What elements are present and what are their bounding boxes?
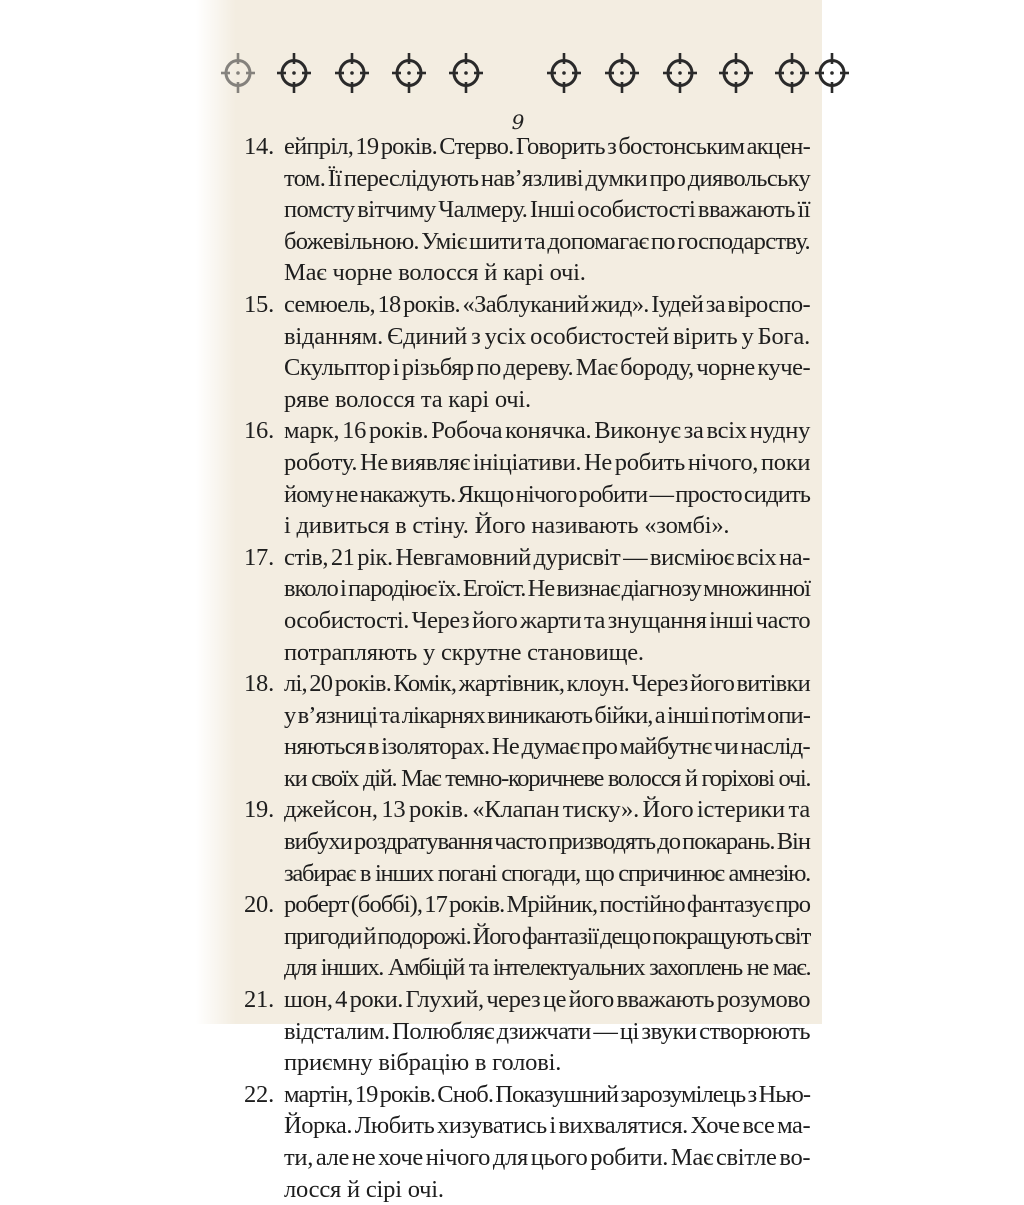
entry-text-line: пригоди й подорожі. Його фантазії дещо покращують світ bbox=[284, 922, 811, 950]
entry-text-line: приємну вібрацію в голові. bbox=[284, 1049, 562, 1077]
alter-entry bbox=[244, 131, 810, 289]
entry-number: 18. bbox=[244, 670, 275, 698]
crosshair-icon bbox=[604, 50, 640, 96]
alter-entry bbox=[244, 889, 810, 984]
entry-text-line: вибухи роздратування часто призводять до покарань. Він bbox=[284, 828, 810, 856]
entry-number: 19. bbox=[244, 796, 275, 824]
entry-text-line: том. Її переслідують нав’язливі думки про диявольську bbox=[284, 164, 811, 192]
entry-text-line: помсту вітчиму Чалмеру. Інші особистості вважають її bbox=[284, 196, 810, 224]
page-number: 9 bbox=[511, 110, 525, 134]
entry-number: 20. bbox=[244, 891, 275, 919]
entry-text-line: стів, 21 рік. Невгамовний дурисвіт — висміює всіх на- bbox=[284, 543, 810, 571]
crosshair-icon bbox=[546, 50, 582, 96]
entry-text-line: ти, але не хоче нічого для цього робити. Має світле во- bbox=[284, 1144, 811, 1171]
crosshair-icon bbox=[448, 50, 484, 96]
entry-text-line: семюель, 18 років. «Заблуканий жид». Іудей за віроспо- bbox=[284, 290, 810, 318]
entry-text-line: потрапляють у скрутне становище. bbox=[284, 638, 644, 666]
entry-text-line: марк, 16 років. Робоча конячка. Виконує за всіх нудну bbox=[284, 417, 811, 445]
entry-text-line: лосся й сірі очі. bbox=[284, 1175, 444, 1203]
alter-entry bbox=[244, 794, 810, 889]
alter-entry bbox=[244, 984, 810, 1079]
entry-number: 16. bbox=[244, 417, 275, 445]
crosshair-icon bbox=[334, 50, 370, 96]
entry-text-line: ки своїх дій. Має темно-коричневе волосся й горіхові очі. bbox=[284, 764, 811, 792]
entry-text-line: для інших. Амбіцій та інтелектуальних захоплень не має. bbox=[284, 954, 811, 982]
entry-text-line: вколо і пародіює їх. Егоїст. Не визнає діагнозу множинної bbox=[284, 575, 811, 603]
entry-text-line: джейсон, 13 років. «Клапан тиску». Його істерики та bbox=[284, 796, 811, 824]
entry-text-line: божевільною. Уміє шити та допомагає по господарству. bbox=[284, 227, 810, 255]
entry-text-line: роботу. Не виявляє ініціативи. Не робить нічого, поки bbox=[284, 448, 811, 476]
entry-text-line: ейпріл, 19 років. Стерво. Говорить з бостонським акцен- bbox=[284, 133, 810, 160]
entry-number: 17. bbox=[244, 543, 275, 571]
entry-text-line: Скульптор і різьбяр по дереву. Має бороду, чорне куче- bbox=[284, 354, 811, 382]
crosshair-icon bbox=[774, 50, 810, 96]
entry-text-line: особистості. Через його жарти та знущання інші часто bbox=[284, 606, 811, 634]
entry-text-line: відсталим. Полюбляє дзижчати — ці звуки створюють bbox=[284, 1017, 811, 1045]
entry-text-line: Має чорне волосся й карі очі. bbox=[284, 259, 586, 287]
alter-entry bbox=[244, 415, 810, 541]
entry-text-line: Йорка. Любить хизуватись і вихвалятися. Хоче все ма- bbox=[284, 1112, 811, 1140]
entry-text-line: забирає в інших погані спогади, що спричинює амнезію. bbox=[284, 859, 811, 887]
entry-text-line: роберт (боббі), 17 років. Мрійник, постійно фантазує про bbox=[284, 891, 811, 919]
crosshair-icon bbox=[220, 50, 256, 96]
crosshair-icon bbox=[814, 50, 850, 96]
crosshair-icon bbox=[276, 50, 312, 96]
entry-text-line: у в’язниці та лікарнях виникають бійки, а інші потім опи- bbox=[284, 701, 810, 729]
entry-text-line: йому не накажуть. Якщо нічого робити — просто сидить bbox=[284, 480, 811, 508]
entry-text-line: і дивиться в стіну. Його називають «зомбі». bbox=[284, 512, 730, 540]
book-page bbox=[196, 0, 822, 1203]
entry-text-line: шон, 4 роки. Глухий, через це його вважають розумово bbox=[284, 986, 810, 1014]
alter-entry bbox=[244, 542, 810, 668]
alter-entry bbox=[244, 668, 810, 794]
page-header-ornaments bbox=[196, 50, 822, 134]
entry-number: 21. bbox=[244, 986, 275, 1014]
entry-number: 15. bbox=[244, 290, 275, 318]
crosshair-icon bbox=[718, 50, 754, 96]
entry-number: 22. bbox=[244, 1080, 275, 1108]
entry-text-line: ряве волосся та карі очі. bbox=[284, 385, 531, 413]
alter-list bbox=[244, 131, 810, 1205]
entry-text-line: лі, 20 років. Комік, жартівник, клоун. Через його витівки bbox=[284, 670, 810, 698]
entry-text-line: няються в ізоляторах. Не думає про майбутнє чи наслід- bbox=[284, 733, 810, 761]
entry-number: 14. bbox=[244, 133, 275, 160]
crosshair-icon bbox=[662, 50, 698, 96]
alter-entry bbox=[244, 289, 810, 415]
entry-text-line: віданням. Єдиний з усіх особистостей вірить у Бога. bbox=[284, 322, 810, 350]
alter-entry bbox=[244, 1079, 810, 1205]
crosshair-icon bbox=[391, 50, 427, 96]
entry-text-line: мартін, 19 років. Сноб. Показушний зарозумілець з Нью- bbox=[284, 1080, 811, 1108]
